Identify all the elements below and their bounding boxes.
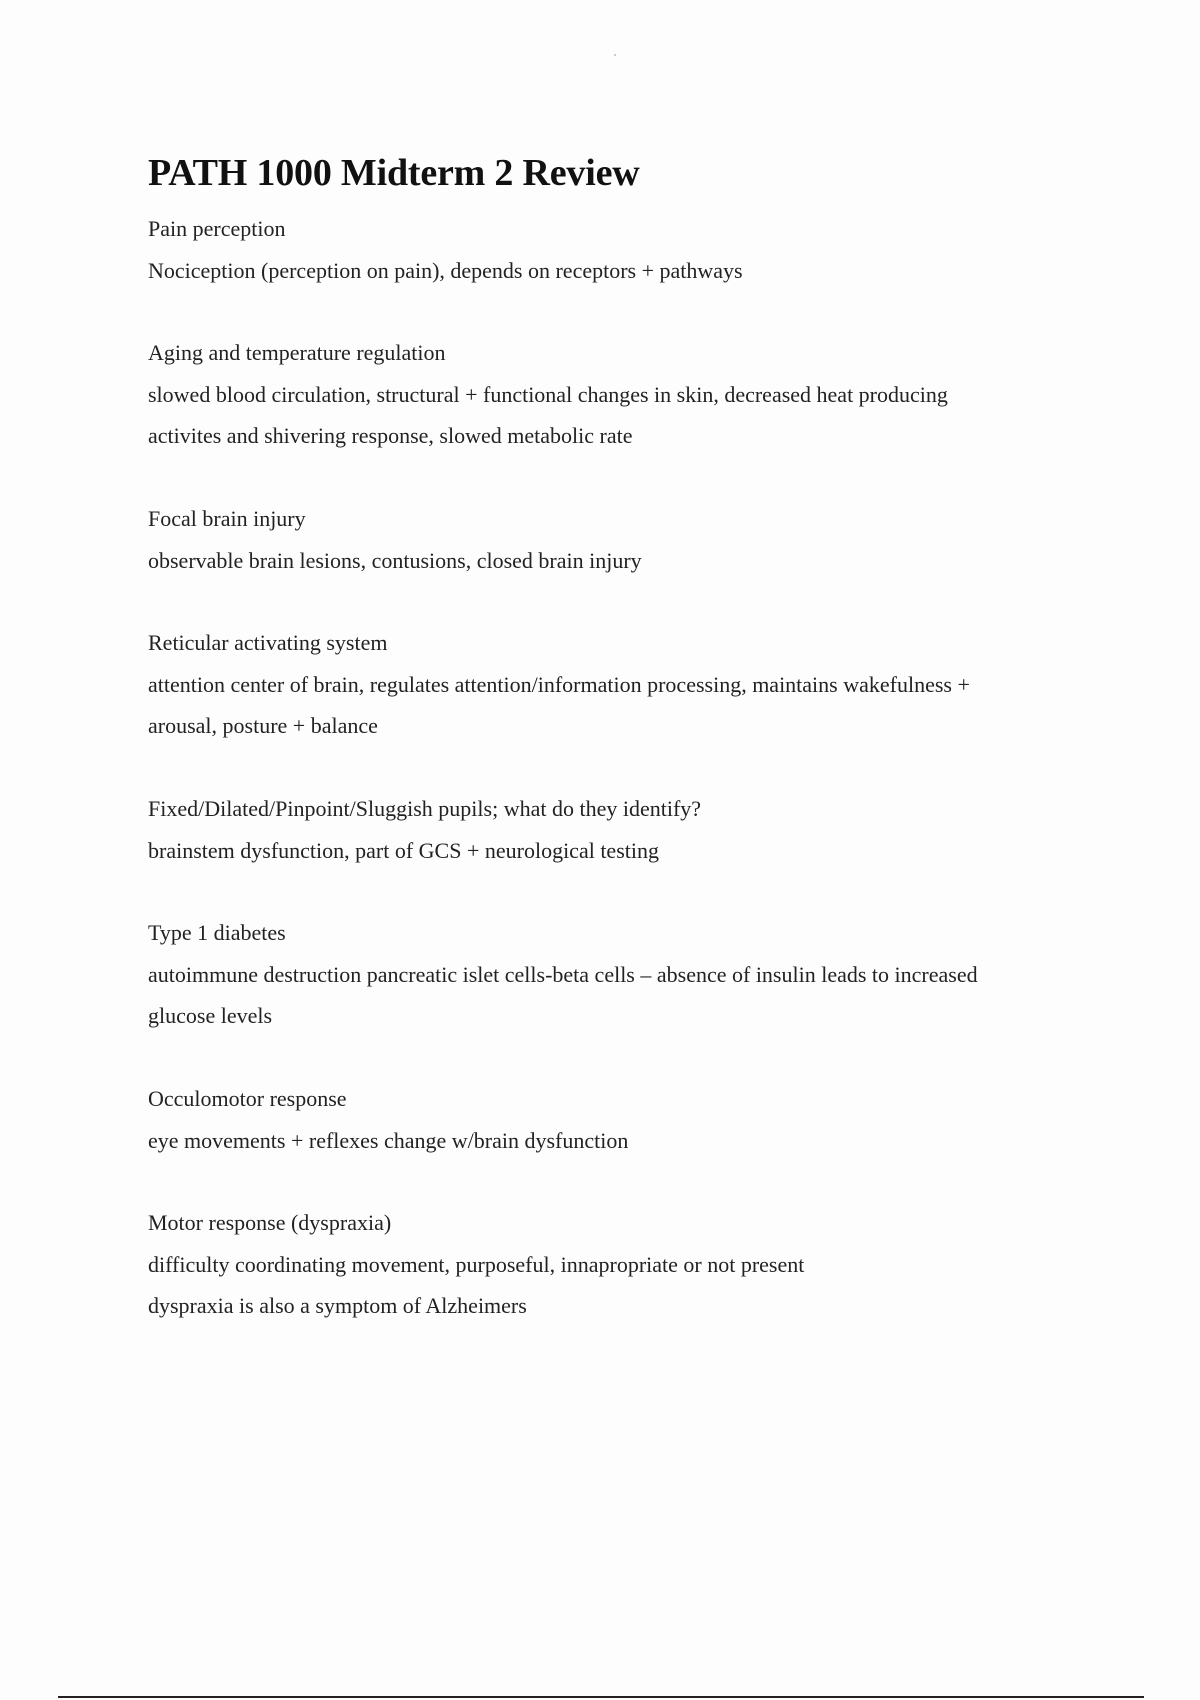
entry-definition-line: eye movements + reflexes change w/brain dysfunction xyxy=(148,1127,629,1153)
entry-term: Aging and temperature regulation xyxy=(148,340,446,366)
entry-term: Fixed/Dilated/Pinpoint/Sluggish pupils; what do they identify? xyxy=(148,795,702,821)
entry-definition-line: observable brain lesions, contusions, closed brain injury xyxy=(148,547,642,573)
entry-term: Pain perception xyxy=(148,216,286,241)
document-title: PATH 1000 Midterm 2 Review xyxy=(148,152,640,194)
entry-term: Type 1 diabetes xyxy=(148,920,286,946)
entry-term: Motor response (dyspraxia) xyxy=(148,1210,392,1236)
entry-pain-perception xyxy=(148,208,1088,291)
entry-definition-line: slowed blood circulation, structural + functional changes in skin, decreased heat producing xyxy=(148,381,948,407)
entry-definition-line: dyspraxia is also a symptom of Alzheimers xyxy=(148,1293,527,1319)
entry-definition-line: difficulty coordinating movement, purposeful, innapropriate or not present xyxy=(148,1251,805,1277)
entry-reticular-activating-system xyxy=(148,622,1088,747)
entry-definition-line: arousal, posture + balance xyxy=(148,713,378,739)
scan-artifact-dot xyxy=(614,54,616,56)
entry-definition-line: attention center of brain, regulates attention/information processing, maintains wakefulness + xyxy=(148,671,970,697)
entry-occulomotor-response xyxy=(148,1078,1088,1161)
entry-focal-brain-injury xyxy=(148,498,1088,581)
footer-divider xyxy=(58,1696,1144,1698)
entry-term: Focal brain injury xyxy=(148,505,306,531)
entry-definition-line: autoimmune destruction pancreatic islet cells-beta cells – absence of insulin leads to increased xyxy=(148,961,978,987)
document-content xyxy=(148,148,1088,1368)
entry-term: Reticular activating system xyxy=(148,630,388,656)
entry-definition-line: glucose levels xyxy=(148,1003,273,1029)
entry-aging-temperature xyxy=(148,332,1088,457)
entry-definition-line: Nociception (perception on pain), depends on receptors + pathways xyxy=(148,257,743,283)
entry-definition-line: brainstem dysfunction, part of GCS + neurological testing xyxy=(148,837,659,863)
entry-pupils xyxy=(148,788,1088,871)
entry-motor-response xyxy=(148,1202,1088,1327)
entry-type-1-diabetes xyxy=(148,912,1088,1037)
entry-term: Occulomotor response xyxy=(148,1085,347,1111)
entry-definition-line: activites and shivering response, slowed metabolic rate xyxy=(148,423,633,449)
